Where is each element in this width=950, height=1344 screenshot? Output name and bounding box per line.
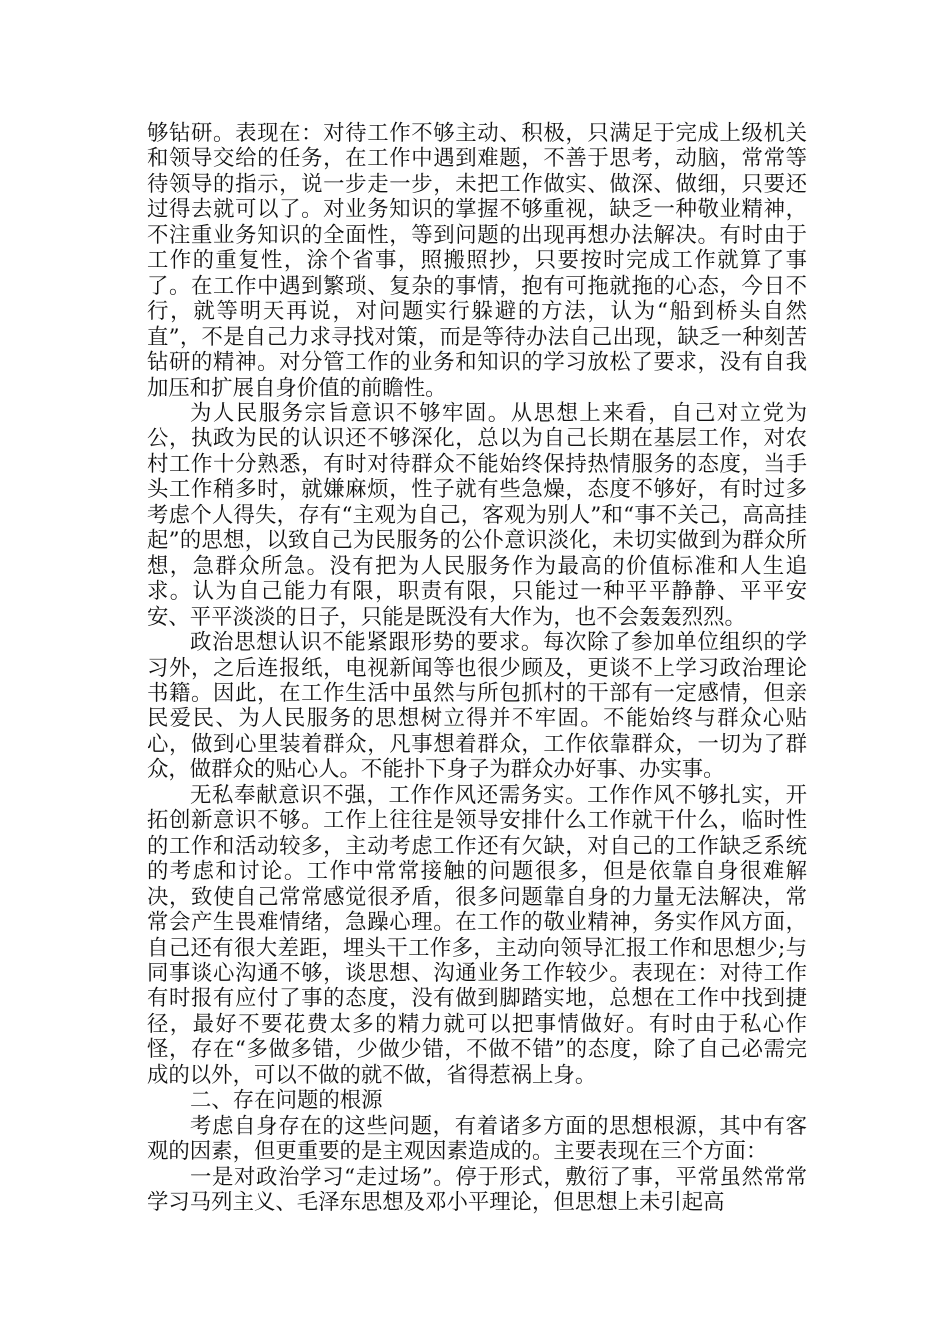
- paragraph-3: 政治思想认识不能紧跟形势的要求。每次除了参加单位组织的学习外，之后连报纸，电视新闻等也很少顾及，更谈不上学习政治理论书籍。因此，在工作生活中虽然与所包抓村的干部有一定感情，但亲民爱民、为人民服务的思想树立得并不牢固。不能始终与群众心贴心，做到心里装着群众，凡事想着群众，工作依靠群众，一切为了群众，做群众的贴心人。不能扑下身子为群众办好事、办实事。: [147, 630, 807, 783]
- paragraph-2: 为人民服务宗旨意识不够牢固。从思想上来看，自己对立党为公，执政为民的认识还不够深化，总以为自己长期在基层工作，对农村工作十分熟悉，有时对待群众不能始终保持热情服务的态度，当手头工作稍多时，就嫌麻烦，性子就有些急燥，态度不够好，有时过多考虑个人得失，存有“主观为自己，客观为别人”和“事不关己，高高挂起”的思想，以致自己为民服务的公仆意识淡化，未切实做到为群众所想，急群众所急。没有把为人民服务作为最高的价值标准和人生追求。认为自己能力有限，职责有限，只能过一种平平静静、平平安安、平平淡淡的日子，只能是既没有大作为，也不会轰轰烈烈。: [147, 400, 807, 630]
- paragraph-6: 一是对政治学习“走过场”。停于形式，敷衍了事，平常虽然常常学习马列主义、毛泽东思想及邓小平理论，但思想上未引起高: [147, 1164, 807, 1216]
- paragraph-4: 无私奉献意识不强，工作作风还需务实。工作作风不够扎实，开拓创新意识不够。工作上往往是领导安排什么工作就干什么，临时性的工作和活动较多，主动考虑工作还有欠缺，对自己的工作缺乏系统的考虑和讨论。工作中常常接触的问题很多，但是依靠自身很难解决，致使自己常常感觉很矛盾，很多问题靠自身的力量无法解决，常常会产生畏难情绪，急躁心理。在工作的敬业精神，务实作风方面，自己还有很大差距，埋头干工作多，主动向领导汇报工作和思想少;与同事谈心沟通不够，谈思想、沟通业务工作较少。表现在：对待工作有时报有应付了事的态度，没有做到脚踏实地，总想在工作中找到捷径，最好不要花费太多的精力就可以把事情做好。有时由于私心作怪，存在“多做多错，少做少错，不做不错”的态度，除了自己必需完成的以外，可以不做的就不做，省得惹祸上身。: [147, 782, 807, 1088]
- paragraph-1: 够钻研。表现在：对待工作不够主动、积极，只满足于完成上级机关和领导交给的任务，在工作中遇到难题，不善于思考，动脑，常常等待领导的指示，说一步走一步，未把工作做实、做深、做细，只要还过得去就可以了。对业务知识的掌握不够重视，缺乏一种敬业精神，不注重业务知识的全面性，等到问题的出现再想办法解决。有时由于工作的重复性，涂个省事，照搬照抄，只要按时完成工作就算了事了。在工作中遇到繁琐、复杂的事情，抱有可拖就拖的心态，今日不行，就等明天再说，对问题实行躲避的方法，认为“船到桥头自然直”，不是自己力求寻找对策，而是等待办法自己出现，缺乏一种刻苦钻研的精神。对分管工作的业务和知识的学习放松了要求，没有自我加压和扩展自身价值的前瞻性。: [147, 121, 807, 401]
- document-page: [147, 121, 807, 1215]
- paragraph-5: 考虑自身存在的这些问题，有着诸多方面的思想根源，其中有客观的因素，但更重要的是主观因素造成的。主要表现在三个方面：: [147, 1113, 807, 1165]
- section-heading: 二、存在问题的根源: [190, 1088, 383, 1114]
